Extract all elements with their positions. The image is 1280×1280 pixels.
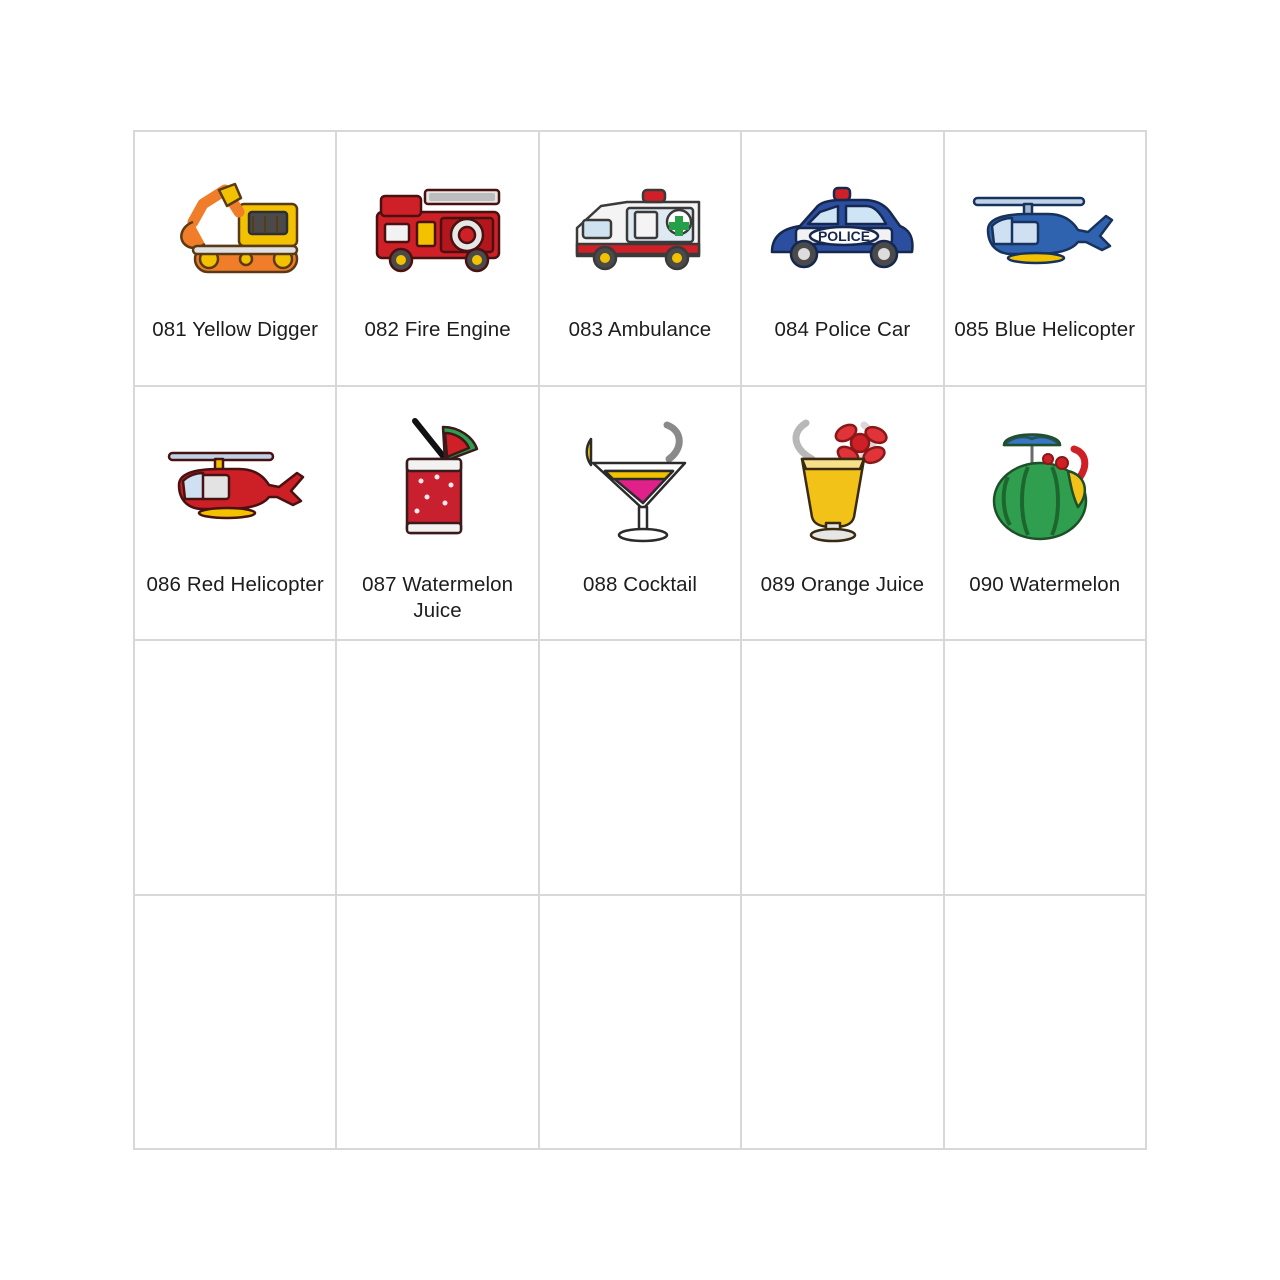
grid-cell-empty[interactable] [540,896,742,1151]
cell-caption: 088 Cocktail [582,572,697,596]
cell-caption: 084 Police Car [774,318,911,341]
grid-cell-empty[interactable] [945,641,1147,896]
sticker-sheet [133,130,1147,1150]
grid-cell-088[interactable] [540,387,742,642]
red-helicopter-icon [150,405,320,555]
grid-cell-083[interactable] [540,132,742,387]
grid-cell-087[interactable] [337,387,539,642]
grid-cell-empty[interactable] [742,641,944,896]
grid-cell-086[interactable] [135,387,337,642]
cell-caption: 082 Fire Engine [364,318,511,341]
grid-cell-085[interactable] [945,132,1147,387]
ambulance-icon [555,150,725,300]
cocktail-icon [555,405,725,555]
grid-cell-empty[interactable] [945,896,1147,1151]
cell-caption: 083 Ambulance [568,318,712,341]
police-car-icon [757,150,927,300]
svg-text:POLICE: POLICE [817,228,870,244]
grid-cell-089[interactable] [742,387,944,642]
cell-caption: 089 Orange Juice [760,572,925,596]
grid-cell-empty[interactable] [135,641,337,896]
grid-cell-empty[interactable] [337,896,539,1151]
fire-engine-icon [353,150,523,300]
cell-caption: 085 Blue Helicopter [954,318,1136,341]
cell-caption: 087 Watermelon Juice [362,572,514,622]
cell-caption: 090 Watermelon [969,572,1121,596]
grid-cell-082[interactable] [337,132,539,387]
cell-caption: 081 Yellow Digger [152,318,319,341]
blue-helicopter-icon [960,150,1130,300]
orange-juice-icon [757,405,927,555]
watermelon-icon [960,405,1130,555]
grid-cell-081[interactable] [135,132,337,387]
grid-cell-empty[interactable] [337,641,539,896]
grid-cell-empty[interactable] [742,896,944,1151]
sticker-grid [133,130,1147,1150]
grid-cell-empty[interactable] [135,896,337,1151]
grid-cell-empty[interactable] [540,641,742,896]
grid-cell-090[interactable] [945,387,1147,642]
yellow-digger-icon [150,150,320,300]
grid-cell-084[interactable] [742,132,944,387]
cell-caption: 086 Red Helicopter [146,572,324,596]
watermelon-juice-icon [353,405,523,555]
